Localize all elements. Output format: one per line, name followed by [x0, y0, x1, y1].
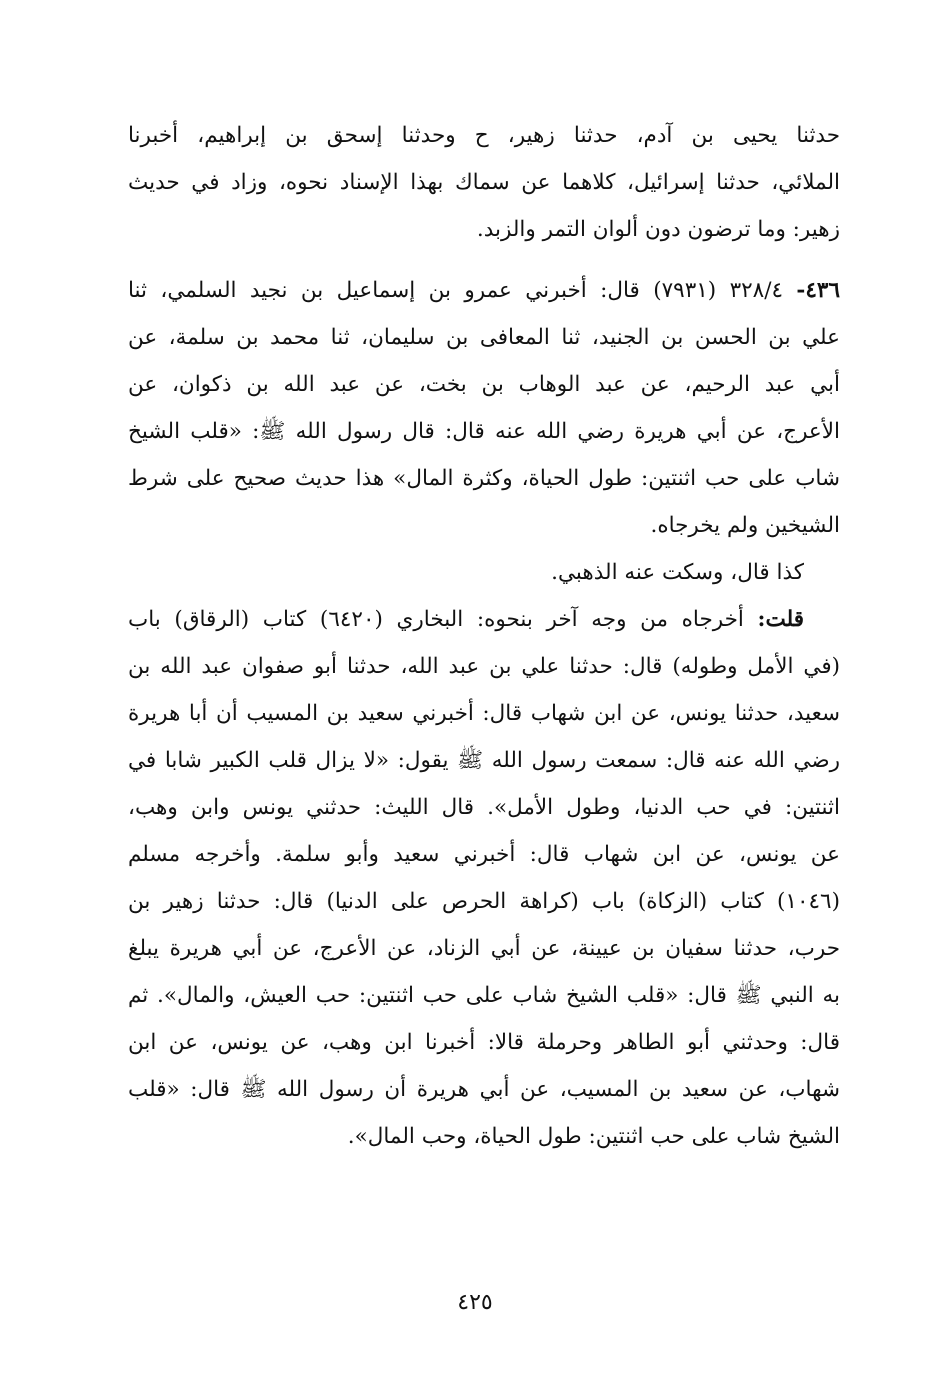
paragraph-hadith-436: [128, 267, 840, 549]
text-line: حدثنا يحيى بن آدم، حدثنا زهير، ح وحدثنا إسحق بن إبراهيم، أخبرنا: [128, 123, 840, 148]
text-line: شاب على حب اثنتين: طول الحياة، وكثرة المال» هذا حديث صحيح على شرط: [128, 466, 840, 491]
hadith-number: ٤٣٦-: [796, 278, 840, 303]
text-line: [128, 596, 840, 643]
text-line: علي بن الحسن بن الجنيد، ثنا المعافى بن سليمان، ثنا محمد بن سلمة، عن: [128, 325, 840, 350]
text-line: شهاب، عن سعيد بن المسيب، عن أبي هريرة أن رسول الله ﷺ قال: «قلب: [128, 1077, 840, 1102]
text-run: أخرجاه من وجه آخر بنحوه: البخاري (٦٤٢٠) كتاب (الرقاق) باب: [128, 607, 744, 632]
page-number: ٤٢٥: [457, 1290, 493, 1315]
text-line: عن يونس، عن ابن شهاب قال: أخبرني سعيد وأبو سلمة. وأخرجه مسلم: [128, 842, 840, 867]
text-line: الأعرج، عن أبي هريرة رضي الله عنه قال: قال رسول الله ﷺ: «قلب الشيخ: [128, 419, 840, 444]
text-line: حرب، حدثنا سفيان بن عيينة، عن أبي الزناد، عن الأعرج، عن أبي هريرة يبلغ: [128, 936, 840, 961]
text-line: [128, 267, 840, 314]
text-line: أبي عبد الرحيم، عن عبد الوهاب بن بخت، عن عبد الله بن ذكوان، عن: [128, 372, 840, 397]
main-text: [128, 112, 840, 1160]
text-line: به النبي ﷺ قال: «قلب الشيخ شاب على حب اثنتين: حب العيش، والمال». ثم: [128, 983, 840, 1008]
text-line: رضي الله عنه قال: سمعت رسول الله ﷺ يقول: «لا يزال قلب الكبير شابا في: [128, 748, 840, 773]
qult-label: قلت:: [757, 607, 804, 632]
paragraph-dhahabi-note: [128, 549, 840, 596]
text-line: الشيخ شاب على حب اثنتين: طول الحياة، وحب المال».: [347, 1124, 840, 1149]
paragraph-commentary: [128, 596, 840, 1160]
text-line: (١٠٤٦) كتاب (الزكاة) باب (كراهة الحرص على الدنيا) قال: حدثنا زهير بن: [128, 889, 840, 914]
text-line: قال: وحدثني أبو الطاهر وحرملة قالا: أخبرنا ابن وهب، عن يونس، عن ابن: [128, 1030, 840, 1055]
text-line: كذا قال، وسكت عنه الذهبي.: [551, 560, 804, 585]
text-line: زهير: وما ترضون دون ألوان التمر والزبد.: [476, 217, 840, 242]
text-line: اثنتين: في حب الدنيا، وطول الأمل». قال الليث: حدثني يونس وابن وهب،: [128, 795, 840, 820]
paragraph-isnad-continuation: [128, 112, 840, 253]
text-run: ٣٢٨/٤ (٧٩٣١) قال: أخبرني عمرو بن إسماعيل بن نجيد السلمي، ثنا: [128, 278, 784, 303]
text-line: الشيخين ولم يخرجاه.: [650, 513, 840, 538]
text-line: (في الأمل وطوله) قال: حدثنا علي بن عبد الله، حدثنا أبو صفوان عبد الله بن: [128, 654, 840, 679]
text-line: سعيد، حدثنا يونس، عن ابن شهاب قال: أخبرني سعيد بن المسيب أن أبا هريرة: [128, 701, 840, 726]
text-line: الملائي، حدثنا إسرائيل، كلاهما عن سماك بهذا الإسناد نحوه، وزاد في حديث: [128, 170, 840, 195]
